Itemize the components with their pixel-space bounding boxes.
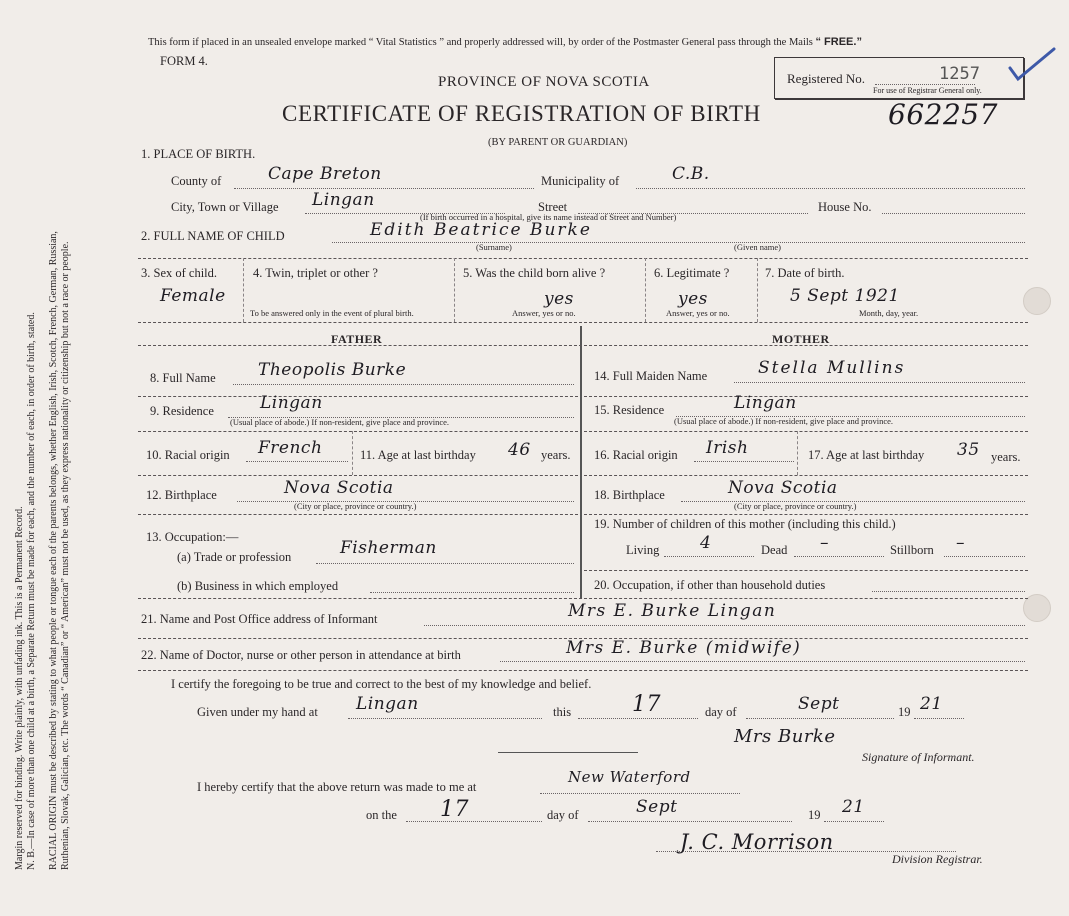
twin-label: 4. Twin, triplet or other ? [253, 266, 378, 280]
child-name-value: Edith Beatrice Burke [370, 220, 592, 240]
given-day-of-label: day of [705, 705, 737, 719]
father-heading: FATHER [331, 332, 383, 346]
street-label: Street [538, 200, 568, 214]
informant-signature-label: Signature of Informant. [862, 750, 975, 764]
mother-birthplace-label: 18. Birthplace [594, 488, 665, 502]
father-business-label: (b) Business in which employed [177, 579, 339, 593]
on-the-label: on the [366, 808, 397, 822]
born-alive-note: Answer, yes or no. [512, 308, 576, 318]
father-trade-value: Fisherman [340, 538, 437, 558]
sex-label: 3. Sex of child. [141, 266, 218, 280]
mother-name-label: 14. Full Maiden Name [594, 369, 708, 383]
dead-value: – [820, 533, 829, 553]
given-year-prefix: 19 [898, 705, 911, 719]
registration-year-suffix: 21 [842, 797, 865, 817]
informant-signature: Mrs Burke [734, 726, 836, 747]
given-year-suffix: 21 [920, 694, 943, 714]
father-age-value: 46 [508, 440, 531, 460]
registration-day-value: 17 [440, 797, 469, 822]
mother-racial-origin-value: Irish [706, 438, 749, 458]
father-occupation-label: 13. Occupation:— [146, 530, 239, 544]
twin-note: To be answered only in the event of plural birth. [250, 308, 414, 318]
registrar-signature: J. C. Morrison [680, 830, 834, 854]
father-name-value: Theopolis Burke [258, 360, 407, 380]
certificate-number: 662257 [888, 98, 998, 131]
county-label: County of [171, 174, 222, 188]
doctor-value: Mrs E. Burke (midwife) [566, 638, 802, 658]
father-birthplace-label: 12. Birthplace [146, 488, 217, 502]
date-of-birth-label: 7. Date of birth. [765, 266, 845, 280]
father-racial-origin-label: 10. Racial origin [146, 448, 230, 462]
mother-occupation-label: 20. Occupation, if other than household duties [594, 578, 826, 592]
dead-label: Dead [761, 543, 788, 557]
given-under-label: Given under my hand at [197, 705, 318, 719]
legitimate-note: Answer, yes or no. [666, 308, 730, 318]
margin-notes [14, 0, 71, 870]
certificate-title: CERTIFICATE OF REGISTRATION OF BIRTH [282, 101, 761, 126]
given-place-value: Lingan [356, 694, 419, 714]
registration-day-of-label: day of [547, 808, 579, 822]
registered-box [774, 57, 1024, 99]
mother-heading: MOTHER [772, 332, 830, 346]
registrar-place-value: New Waterford [568, 768, 691, 786]
margin-line: N. B.—In case of more than one child at a birth, a Separate Return must be made for each, and the number of each, in order of birth, stated. [25, 312, 37, 870]
mail-notice-free: “ FREE.” [815, 36, 862, 48]
margin-line: RACIAL ORIGIN must be described by stating to what people or tongue each of the parents belongs, whether English, Irish, Scotch, French, German, Russian, [48, 231, 59, 870]
certificate-subtitle: (BY PARENT OR GUARDIAN) [488, 137, 628, 148]
legitimate-label: 6. Legitimate ? [654, 266, 730, 280]
mother-residence-value: Lingan [734, 393, 797, 413]
given-name-note: (Given name) [734, 242, 781, 252]
this-label: this [553, 705, 572, 719]
registration-month-value: Sept [636, 797, 678, 817]
child-name-label: 2. FULL NAME OF CHILD [141, 229, 285, 243]
mother-age-label: 17. Age at last birthday [808, 448, 925, 462]
province-heading: PROVINCE OF NOVA SCOTIA [438, 74, 650, 90]
mother-age-value: 35 [957, 440, 980, 460]
mail-notice-text: This form if placed in an unsealed envelope marked “ Vital Statistics ” and properly addressed will, by order of the Postmaster General pass through the Mails [148, 37, 813, 48]
punch-hole [1023, 287, 1051, 315]
informant-value: Mrs E. Burke Lingan [568, 601, 777, 621]
registered-number: 1257 [939, 64, 980, 84]
mother-racial-origin-label: 16. Racial origin [594, 448, 678, 462]
margin-line: Ruthenian, Slovak, Galician, etc. The words “ Canadian” or “ American” must not be used, as they express nationality or citizenship but not a race or people. [59, 241, 71, 870]
father-name-label: 8. Full Name [150, 371, 216, 385]
registration-year-prefix: 19 [808, 808, 821, 822]
hospital-note: (If birth occurred in a hospital, give its name instead of Street and Number) [420, 212, 677, 222]
father-racial-origin-value: French [258, 438, 323, 458]
given-month-value: Sept [798, 694, 840, 714]
mother-birthplace-note: (City or place, province or country.) [734, 501, 857, 511]
father-years-label: years. [541, 448, 571, 462]
father-residence-label: 9. Residence [150, 404, 214, 418]
father-age-label: 11. Age at last birthday [360, 448, 476, 462]
father-residence-value: Lingan [260, 393, 323, 413]
father-birthplace-note: (City or place, province or country.) [294, 501, 417, 511]
father-trade-label: (a) Trade or profession [177, 550, 292, 564]
living-value: 4 [700, 533, 712, 553]
municipality-label: Municipality of [541, 174, 620, 188]
city-value: Lingan [312, 190, 375, 210]
father-birthplace-value: Nova Scotia [284, 478, 394, 498]
date-of-birth-value: 5 Sept 1921 [790, 286, 900, 306]
registrar-statement: I hereby certify that the above return was made to me at [197, 780, 477, 794]
mother-name-value: Stella Mullins [758, 358, 906, 378]
mother-birthplace-value: Nova Scotia [728, 478, 838, 498]
stillborn-value: – [956, 533, 965, 553]
mother-residence-label: 15. Residence [594, 403, 665, 417]
check-mark-icon [1008, 46, 1058, 86]
surname-note: (Surname) [476, 242, 512, 252]
registered-label: Registered No. [787, 71, 865, 86]
living-label: Living [626, 543, 660, 557]
given-day-value: 17 [632, 692, 661, 717]
legitimate-value: yes [678, 289, 708, 309]
certify-statement: I certify the foregoing to be true and correct to the best of my knowledge and belief. [171, 677, 592, 691]
margin-line: Margin reserved for binding. Write plainly, with unfading ink. This is a Permanent Record. [14, 506, 25, 870]
father-residence-note: (Usual place of abode.) If non-resident, give place and province. [230, 417, 450, 427]
municipality-value: C.B. [672, 164, 710, 184]
division-registrar-label: Division Registrar. [892, 852, 983, 866]
form-number: FORM 4. [160, 54, 208, 68]
informant-label: 21. Name and Post Office address of Informant [141, 612, 378, 626]
born-alive-label: 5. Was the child born alive ? [463, 266, 606, 280]
city-label: City, Town or Village [171, 200, 279, 214]
sex-value: Female [160, 286, 226, 306]
house-number-label: House No. [818, 200, 872, 214]
doctor-label: 22. Name of Doctor, nurse or other person in attendance at birth [141, 648, 461, 662]
date-of-birth-note: Month, day, year. [859, 308, 919, 318]
mail-notice [148, 36, 862, 48]
registrar-note: For use of Registrar General only. [873, 86, 982, 95]
place-of-birth-heading: 1. PLACE OF BIRTH. [141, 147, 256, 161]
county-value: Cape Breton [268, 164, 382, 184]
stillborn-label: Stillborn [890, 543, 934, 557]
mother-children-label: 19. Number of children of this mother (including this child.) [594, 517, 896, 531]
mother-years-label: years. [991, 450, 1021, 464]
mother-residence-note: (Usual place of abode.) If non-resident, give place and province. [674, 416, 894, 426]
born-alive-value: yes [544, 289, 574, 309]
